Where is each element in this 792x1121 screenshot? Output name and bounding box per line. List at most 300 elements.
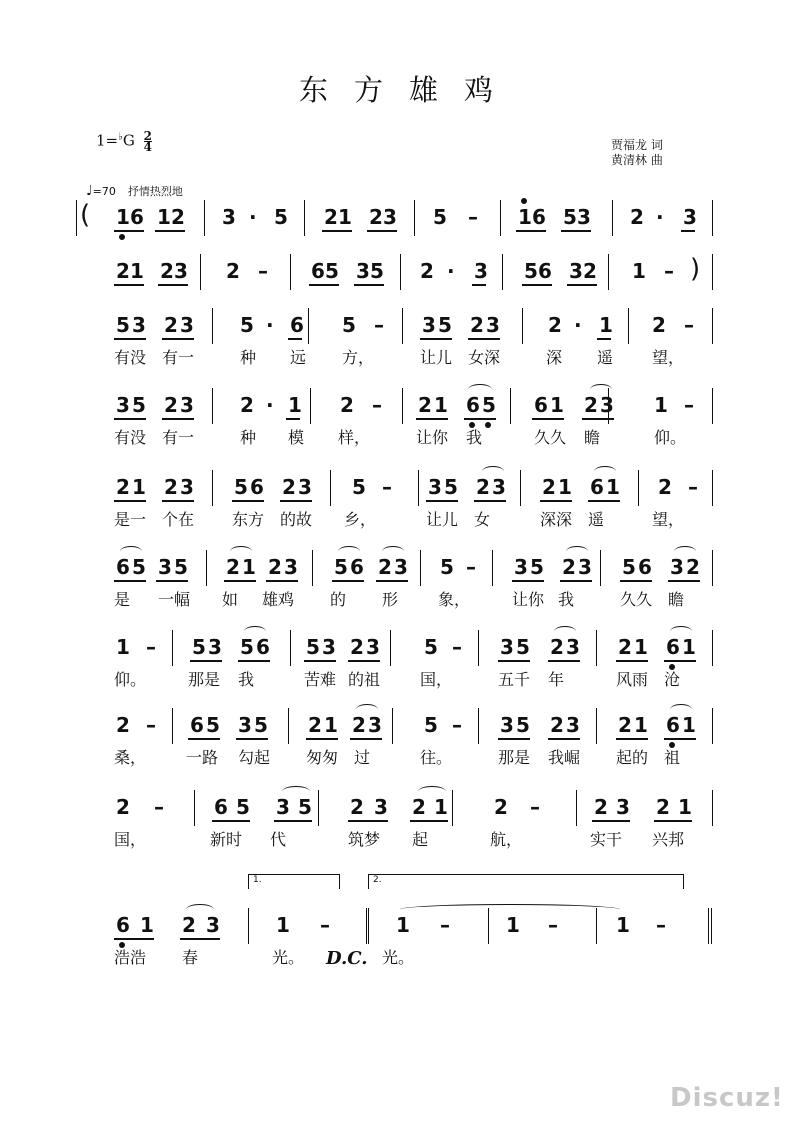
- beam-underline: [522, 284, 552, 286]
- note: 1: [130, 259, 144, 283]
- note: 3: [158, 555, 172, 579]
- slur-arc: [554, 626, 576, 637]
- slur-arc: [670, 704, 692, 715]
- note: 6: [116, 913, 130, 937]
- lyric-text: 仰。: [654, 428, 687, 447]
- beam-underline: [304, 660, 336, 662]
- note: 1: [678, 795, 692, 819]
- beam-underline: [188, 738, 220, 740]
- lyric-text: 沧: [664, 670, 681, 689]
- beam-underline: [548, 660, 580, 662]
- lyric-text: 起的: [616, 748, 649, 767]
- note: 1: [506, 913, 520, 937]
- barline: [712, 254, 713, 290]
- note: 5: [524, 259, 538, 283]
- beam-underline: [114, 500, 146, 502]
- slur-arc: [338, 546, 360, 557]
- barline: [510, 388, 511, 424]
- beam-underline: [567, 284, 597, 286]
- note: 5: [352, 475, 366, 499]
- note: 1: [132, 475, 146, 499]
- barline: [290, 630, 291, 666]
- note: 3: [683, 205, 697, 229]
- note: 5: [482, 393, 496, 417]
- note: 6: [466, 393, 480, 417]
- lyric-text: 国，: [420, 670, 453, 689]
- note: 3: [180, 393, 194, 417]
- lyric-text: 的故: [280, 510, 313, 529]
- barline: [576, 790, 577, 826]
- beam-underline: [668, 580, 700, 582]
- beam-underline: [616, 738, 648, 740]
- lyric-text: 是一: [114, 510, 147, 529]
- beam-underline: [597, 338, 611, 340]
- volta-bracket-2: [368, 874, 684, 889]
- slur-arc: [594, 466, 616, 477]
- barline: [212, 470, 213, 506]
- lyric-text: 那是: [498, 748, 531, 767]
- note: 5: [334, 555, 348, 579]
- slur-arc: [244, 626, 266, 637]
- note: 1: [157, 205, 171, 229]
- beam-underline: [322, 230, 352, 232]
- lyric-text: 望，: [652, 348, 685, 367]
- note: 3: [600, 393, 614, 417]
- beam-underline: [588, 500, 620, 502]
- beam-underline: [498, 660, 530, 662]
- note: 2: [282, 475, 296, 499]
- barline: [500, 200, 501, 236]
- barline: [502, 254, 503, 290]
- note: 2: [686, 555, 700, 579]
- lyric-text: 是: [114, 590, 131, 609]
- lyric-text: 让你: [512, 590, 545, 609]
- note: 3: [132, 313, 146, 337]
- note: 2: [652, 313, 666, 337]
- beam-underline: [620, 580, 652, 582]
- note: 3: [514, 555, 528, 579]
- note: 2: [550, 713, 564, 737]
- note: 2: [470, 313, 484, 337]
- barline: [402, 388, 403, 424]
- lyric-text: 航，: [490, 830, 523, 849]
- sustain-dash: –: [684, 393, 694, 417]
- low-octave-dot: [485, 422, 491, 428]
- note: 1: [518, 205, 532, 229]
- tempo-value: =70: [92, 185, 116, 198]
- barline: [638, 470, 639, 506]
- lyric-text: 勾起: [238, 748, 271, 767]
- note: 1: [632, 259, 646, 283]
- time-numerator: 2: [143, 129, 152, 143]
- lyric-text: 种: [240, 348, 257, 367]
- note: 5: [236, 795, 250, 819]
- beam-underline: [156, 580, 188, 582]
- note: 1: [634, 635, 648, 659]
- beam-underline: [232, 500, 264, 502]
- note: 2: [656, 795, 670, 819]
- lyric-text: 女深: [468, 348, 501, 367]
- note: 2: [352, 713, 366, 737]
- note: 3: [298, 475, 312, 499]
- lyric-text: 国，: [114, 830, 147, 849]
- beam-underline: [474, 500, 506, 502]
- beam-underline: [114, 938, 154, 940]
- note: 5: [174, 555, 188, 579]
- barline: [596, 630, 597, 666]
- slur-arc: [482, 466, 504, 477]
- beam-underline: [288, 338, 302, 340]
- note: 5: [116, 313, 130, 337]
- note: 1: [434, 795, 448, 819]
- lyric-text: 新时: [210, 830, 243, 849]
- sustain-dash: –: [146, 713, 156, 737]
- note: 5: [132, 555, 146, 579]
- beam-underline: [426, 500, 458, 502]
- volta-double-barline: [366, 908, 369, 944]
- note: 3: [180, 313, 194, 337]
- note: 6: [130, 205, 144, 229]
- barline: [492, 550, 493, 586]
- note: 2: [116, 713, 130, 737]
- dotted-rhythm-dot: ·: [656, 205, 664, 229]
- slur-arc: [418, 786, 446, 797]
- lyric-text: 瞻: [668, 590, 685, 609]
- low-octave-dot: [119, 234, 125, 240]
- note: 2: [584, 393, 598, 417]
- barline: [172, 630, 173, 666]
- beam-underline: [114, 338, 146, 340]
- barline: [290, 254, 291, 290]
- note: 3: [356, 259, 370, 283]
- quarter-note-icon: ♩: [86, 183, 93, 199]
- note: 2: [594, 795, 608, 819]
- watermark: Discuz!: [670, 1083, 784, 1113]
- sustain-dash: –: [452, 635, 462, 659]
- note: 2: [268, 555, 282, 579]
- note: 3: [569, 259, 583, 283]
- note: 3: [222, 205, 236, 229]
- barline: [206, 550, 207, 586]
- barline: [172, 708, 173, 744]
- barline: [194, 790, 195, 826]
- slur-arc: [674, 546, 696, 557]
- beam-underline: [654, 820, 692, 822]
- note: 1: [324, 713, 338, 737]
- barline: [310, 388, 311, 424]
- note: 5: [433, 205, 447, 229]
- beam-underline: [472, 284, 486, 286]
- beam-underline: [348, 660, 380, 662]
- note: 3: [566, 635, 580, 659]
- note: 2: [164, 313, 178, 337]
- lyric-text: 让儿: [426, 510, 459, 529]
- note: 2: [494, 795, 508, 819]
- note: 6: [116, 555, 130, 579]
- da-capo-mark: D.C.: [326, 948, 368, 969]
- barline: [522, 308, 523, 344]
- note: 6: [256, 635, 270, 659]
- note: 1: [140, 913, 154, 937]
- note: 3: [422, 313, 436, 337]
- lyric-text: 雄鸡: [262, 590, 295, 609]
- note: 1: [558, 475, 572, 499]
- beam-underline: [582, 418, 614, 420]
- lyric-text: 个在: [162, 510, 195, 529]
- lyric-text: 我崛: [548, 748, 581, 767]
- barline: [712, 790, 713, 826]
- barline: [612, 200, 613, 236]
- dotted-rhythm-dot: ·: [574, 313, 582, 337]
- sustain-dash: –: [530, 795, 540, 819]
- lyric-text: 春: [182, 948, 199, 967]
- lyric-text: 种: [240, 428, 257, 447]
- slur-arc: [356, 704, 378, 715]
- lyric-text: 有一: [162, 428, 195, 447]
- lyric-text: 光。: [272, 948, 305, 967]
- key-letter: G: [122, 131, 135, 150]
- lyric-text: 形: [382, 590, 399, 609]
- repeat-close-paren: ): [690, 254, 701, 284]
- note: 5: [424, 713, 438, 737]
- note: 5: [440, 555, 454, 579]
- slur-arc: [382, 546, 404, 557]
- lyric-text: 有一: [162, 348, 195, 367]
- note: 6: [666, 713, 680, 737]
- note: 5: [342, 313, 356, 337]
- note: 1: [682, 635, 696, 659]
- note: 2: [116, 795, 130, 819]
- lyric-text: 祖: [664, 748, 681, 767]
- lyric-text: 往。: [420, 748, 453, 767]
- note: 2: [226, 259, 240, 283]
- barline: [712, 550, 713, 586]
- note: 1: [338, 205, 352, 229]
- beam-underline: [162, 418, 194, 420]
- lyric-text: 我: [466, 428, 483, 447]
- note: 2: [550, 635, 564, 659]
- lyric-text: 遥: [597, 348, 614, 367]
- note: 3: [238, 713, 252, 737]
- sustain-dash: –: [466, 555, 476, 579]
- note: 3: [616, 795, 630, 819]
- note: 3: [276, 795, 290, 819]
- beam-underline: [548, 738, 580, 740]
- note: 5: [622, 555, 636, 579]
- note: 2: [658, 475, 672, 499]
- beam-underline: [416, 418, 448, 420]
- note: 1: [550, 393, 564, 417]
- note: 3: [383, 205, 397, 229]
- note: 3: [670, 555, 684, 579]
- beam-underline: [561, 230, 591, 232]
- beam-underline: [560, 580, 592, 582]
- barline: [200, 254, 201, 290]
- lyric-text: 东方: [232, 510, 265, 529]
- beam-underline: [114, 230, 144, 232]
- note: 2: [116, 259, 130, 283]
- note: 5: [530, 555, 544, 579]
- note: 6: [250, 475, 264, 499]
- sustain-dash: –: [154, 795, 164, 819]
- sustain-dash: –: [382, 475, 392, 499]
- beam-underline: [664, 660, 696, 662]
- lyric-text: 深: [546, 348, 563, 367]
- beam-underline: [350, 738, 382, 740]
- lyric-text: 浩浩: [114, 948, 147, 967]
- barline: [248, 908, 249, 944]
- note: 3: [116, 393, 130, 417]
- note: 3: [578, 555, 592, 579]
- note: 2: [476, 475, 490, 499]
- beam-underline: [280, 500, 312, 502]
- note: 2: [542, 475, 556, 499]
- beam-underline: [410, 820, 448, 822]
- beam-underline: [266, 580, 298, 582]
- note: 3: [500, 713, 514, 737]
- repeat-open-paren: (: [80, 200, 91, 230]
- note: 2: [226, 555, 240, 579]
- beam-underline: [664, 738, 696, 740]
- slur-arc: [566, 546, 588, 557]
- slur-arc: [468, 384, 492, 395]
- barline: [712, 630, 713, 666]
- lyric-text: 五千: [498, 670, 531, 689]
- beam-underline: [158, 284, 188, 286]
- lyric-text: 仰。: [114, 670, 147, 689]
- beam-underline: [332, 580, 364, 582]
- barline: [390, 630, 391, 666]
- note: 6: [190, 713, 204, 737]
- note: 3: [500, 635, 514, 659]
- note: 2: [420, 259, 434, 283]
- composer-credit: 黄清林 曲: [611, 153, 663, 167]
- beam-underline: [162, 338, 194, 340]
- beam-underline: [498, 738, 530, 740]
- barline: [600, 550, 601, 586]
- slur-arc: [282, 786, 310, 797]
- note: 1: [599, 313, 613, 337]
- beam-underline: [516, 230, 546, 232]
- note: 1: [396, 913, 410, 937]
- beam-underline: [681, 230, 695, 232]
- lyric-text: 样，: [338, 428, 371, 447]
- note: 2: [324, 205, 338, 229]
- lyric-text: 那是: [188, 670, 221, 689]
- note: 2: [378, 555, 392, 579]
- note: 6: [311, 259, 325, 283]
- note: 3: [566, 713, 580, 737]
- note: 2: [160, 259, 174, 283]
- note: 1: [276, 913, 290, 937]
- note: 1: [242, 555, 256, 579]
- lyric-text: 乡，: [344, 510, 377, 529]
- volta-1-label: 1.: [253, 875, 262, 885]
- sustain-dash: –: [320, 913, 330, 937]
- barline: [304, 200, 305, 236]
- note: 2: [418, 393, 432, 417]
- beam-underline: [274, 820, 312, 822]
- note: 3: [322, 635, 336, 659]
- time-denominator: 4: [143, 140, 152, 154]
- dotted-rhythm-dot: ·: [266, 393, 274, 417]
- beam-underline: [309, 284, 339, 286]
- note: 2: [350, 635, 364, 659]
- high-octave-dot: [521, 198, 527, 204]
- slur-arc: [590, 384, 612, 395]
- note: 3: [180, 475, 194, 499]
- note: 1: [634, 713, 648, 737]
- note: 3: [394, 555, 408, 579]
- sustain-dash: –: [548, 913, 558, 937]
- lyric-text: 筑梦: [348, 830, 381, 849]
- sustain-dash: –: [372, 393, 382, 417]
- lyric-text: 有没: [114, 428, 147, 447]
- beam-underline: [512, 580, 544, 582]
- note: 2: [164, 475, 178, 499]
- sustain-dash: –: [258, 259, 268, 283]
- barline: [478, 708, 479, 744]
- barline: [712, 308, 713, 344]
- beam-underline: [420, 338, 452, 340]
- note: 2: [116, 475, 130, 499]
- note: 6: [666, 635, 680, 659]
- beam-underline: [155, 230, 185, 232]
- barline: [712, 708, 713, 744]
- note: 2: [340, 393, 354, 417]
- note: 2: [350, 795, 364, 819]
- sustain-dash: –: [440, 913, 450, 937]
- lyric-text: 我: [558, 590, 575, 609]
- note: 6: [590, 475, 604, 499]
- sustain-dash: –: [656, 913, 666, 937]
- note: 2: [630, 205, 644, 229]
- note: 2: [548, 313, 562, 337]
- lyric-text: 模: [288, 428, 305, 447]
- note: 6: [214, 795, 228, 819]
- note: 1: [116, 635, 130, 659]
- barline: [608, 254, 609, 290]
- note: 6: [538, 259, 552, 283]
- lyric-text: 我: [238, 670, 255, 689]
- lyric-text: 光。: [382, 948, 415, 967]
- lyric-text: 年: [548, 670, 565, 689]
- note: 2: [562, 555, 576, 579]
- lyric-text: 望，: [652, 510, 685, 529]
- note: 6: [290, 313, 304, 337]
- beam-underline: [238, 660, 270, 662]
- note: 1: [116, 205, 130, 229]
- note: 3: [492, 475, 506, 499]
- lyric-text: 如: [222, 590, 239, 609]
- note: 1: [434, 393, 448, 417]
- barline: [400, 254, 401, 290]
- barline: [402, 308, 403, 344]
- note: 5: [240, 313, 254, 337]
- note: 5: [192, 635, 206, 659]
- note: 3: [577, 205, 591, 229]
- beam-underline: [616, 660, 648, 662]
- barline: [596, 708, 597, 744]
- beam-underline: [224, 580, 256, 582]
- lyric-text: 的祖: [348, 670, 381, 689]
- sustain-dash: –: [688, 475, 698, 499]
- lyric-text: 兴邦: [652, 830, 685, 849]
- note: 5: [516, 713, 530, 737]
- lyric-text: 实干: [590, 830, 623, 849]
- barline: [420, 550, 421, 586]
- note: 6: [532, 205, 546, 229]
